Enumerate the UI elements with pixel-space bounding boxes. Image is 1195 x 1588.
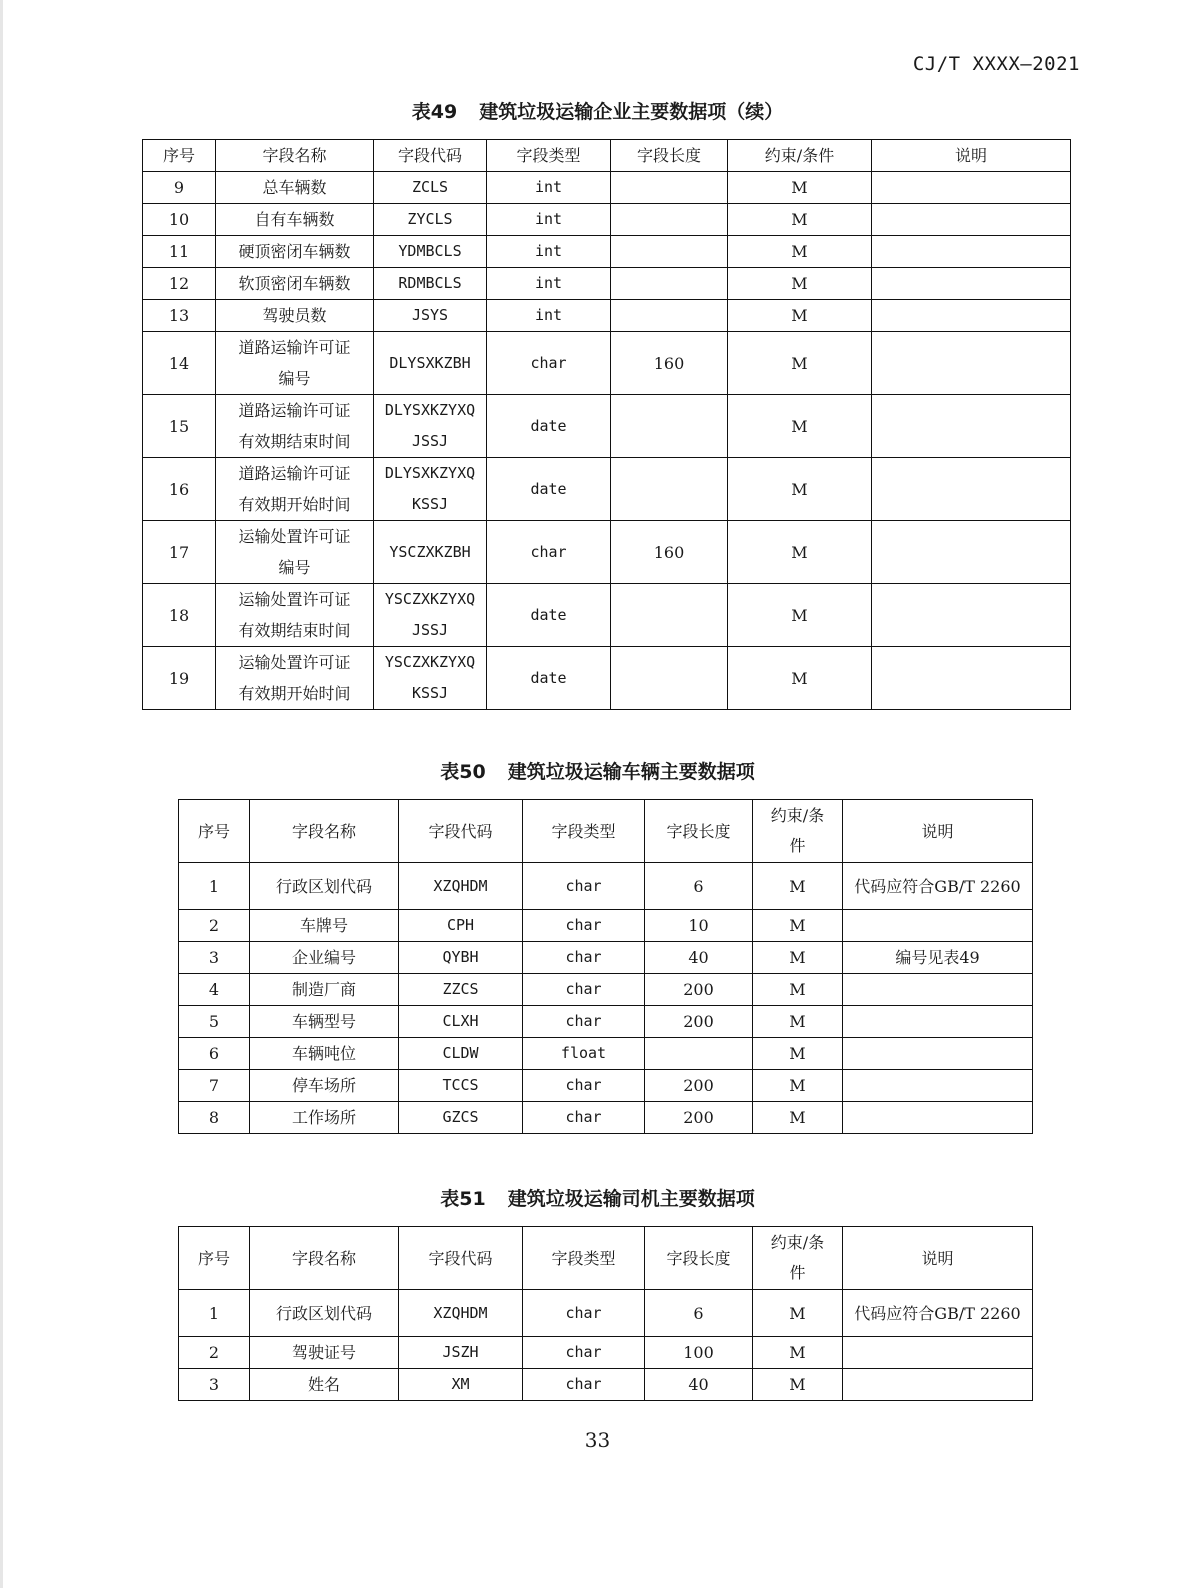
row-number: 3 <box>179 942 250 974</box>
field-type: date <box>487 395 611 458</box>
field-type: date <box>487 647 611 710</box>
field-note <box>872 172 1071 204</box>
field-type: int <box>487 300 611 332</box>
field-constraint: M <box>753 1369 843 1401</box>
table-row <box>179 1290 1033 1337</box>
field-length: 10 <box>645 910 753 942</box>
field-code: YSCZXKZBH <box>374 521 487 584</box>
field-note <box>872 204 1071 236</box>
field-type: char <box>523 1369 645 1401</box>
field-length: 40 <box>645 942 753 974</box>
column-header: 字段长度 <box>645 1227 753 1290</box>
field-constraint: M <box>728 172 872 204</box>
field-length <box>611 395 728 458</box>
field-constraint: M <box>728 647 872 710</box>
field-type: int <box>487 236 611 268</box>
field-code: TCCS <box>399 1070 523 1102</box>
field-type: char <box>523 1290 645 1337</box>
field-type: int <box>487 172 611 204</box>
field-name: 运输处置许可证 有效期开始时间 <box>216 647 374 710</box>
field-constraint: M <box>753 1070 843 1102</box>
column-header: 字段长度 <box>645 800 753 863</box>
field-name: 企业编号 <box>250 942 399 974</box>
field-constraint: M <box>753 942 843 974</box>
field-name: 道路运输许可证 有效期开始时间 <box>216 458 374 521</box>
field-note <box>872 521 1071 584</box>
field-code: RDMBCLS <box>374 268 487 300</box>
table-row <box>143 204 1071 236</box>
table-49 <box>142 139 1071 710</box>
field-name: 硬顶密闭车辆数 <box>216 236 374 268</box>
field-note <box>872 395 1071 458</box>
field-length <box>611 172 728 204</box>
table-51-number: 表51 <box>440 1188 486 1210</box>
field-code: YSCZXKZYXQ JSSJ <box>374 584 487 647</box>
field-name: 停车场所 <box>250 1070 399 1102</box>
table-row <box>143 647 1071 710</box>
row-number: 12 <box>143 268 216 300</box>
table-49-number: 表49 <box>411 101 458 123</box>
table-49-title: 建筑垃圾运输企业主要数据项（续） <box>479 101 784 123</box>
table-row <box>143 458 1071 521</box>
field-note <box>872 236 1071 268</box>
table-row <box>143 300 1071 332</box>
row-number: 2 <box>179 1337 250 1369</box>
table-row <box>179 1070 1033 1102</box>
field-code: YSCZXKZYXQ KSSJ <box>374 647 487 710</box>
column-header: 字段类型 <box>523 800 645 863</box>
row-number: 3 <box>179 1369 250 1401</box>
column-header: 序号 <box>143 140 216 172</box>
field-note: 代码应符合GB/T 2260 <box>843 1290 1033 1337</box>
field-type: int <box>487 204 611 236</box>
field-type: char <box>487 332 611 395</box>
row-number: 13 <box>143 300 216 332</box>
field-code: XZQHDM <box>399 1290 523 1337</box>
field-constraint: M <box>753 1102 843 1134</box>
field-constraint: M <box>753 1006 843 1038</box>
field-length <box>645 1038 753 1070</box>
row-number: 11 <box>143 236 216 268</box>
column-header: 字段代码 <box>399 800 523 863</box>
table-49-caption <box>0 97 1195 124</box>
field-code: XM <box>399 1369 523 1401</box>
field-code: DLYSXKZBH <box>374 332 487 395</box>
field-length: 160 <box>611 332 728 395</box>
row-number: 19 <box>143 647 216 710</box>
field-constraint: M <box>753 1290 843 1337</box>
header-row <box>179 800 1033 863</box>
table-50 <box>178 799 1033 1134</box>
field-code: ZYCLS <box>374 204 487 236</box>
field-length <box>611 300 728 332</box>
table-row <box>179 1102 1033 1134</box>
field-length <box>611 458 728 521</box>
field-type: char <box>523 974 645 1006</box>
row-number: 2 <box>179 910 250 942</box>
field-length: 200 <box>645 1102 753 1134</box>
field-length: 200 <box>645 974 753 1006</box>
field-length: 100 <box>645 1337 753 1369</box>
field-length <box>611 584 728 647</box>
field-constraint: M <box>753 910 843 942</box>
field-name: 车辆吨位 <box>250 1038 399 1070</box>
row-number: 18 <box>143 584 216 647</box>
field-note <box>843 1369 1033 1401</box>
field-name: 总车辆数 <box>216 172 374 204</box>
field-note <box>843 1038 1033 1070</box>
field-note <box>872 300 1071 332</box>
table-50-number: 表50 <box>440 761 486 783</box>
table-51 <box>178 1226 1033 1401</box>
field-type: char <box>523 910 645 942</box>
field-code: YDMBCLS <box>374 236 487 268</box>
field-name: 运输处置许可证 编号 <box>216 521 374 584</box>
table-51-title: 建筑垃圾运输司机主要数据项 <box>507 1188 755 1210</box>
row-number: 15 <box>143 395 216 458</box>
field-length: 160 <box>611 521 728 584</box>
field-length: 6 <box>645 1290 753 1337</box>
field-type: char <box>523 1337 645 1369</box>
table-row <box>179 1337 1033 1369</box>
row-number: 1 <box>179 863 250 910</box>
table-row <box>179 974 1033 1006</box>
field-type: char <box>523 863 645 910</box>
field-note <box>872 584 1071 647</box>
field-code: CLXH <box>399 1006 523 1038</box>
page-edge <box>0 0 3 1588</box>
table-row <box>143 236 1071 268</box>
field-name: 运输处置许可证 有效期结束时间 <box>216 584 374 647</box>
table-row <box>179 910 1033 942</box>
row-number: 8 <box>179 1102 250 1134</box>
table-row <box>179 1369 1033 1401</box>
table-row <box>179 1038 1033 1070</box>
field-code: CLDW <box>399 1038 523 1070</box>
field-name: 行政区划代码 <box>250 863 399 910</box>
column-header: 字段类型 <box>523 1227 645 1290</box>
table-row <box>143 332 1071 395</box>
field-constraint: M <box>728 584 872 647</box>
field-name: 工作场所 <box>250 1102 399 1134</box>
field-length <box>611 268 728 300</box>
column-header: 序号 <box>179 1227 250 1290</box>
field-note <box>843 1006 1033 1038</box>
field-code: JSYS <box>374 300 487 332</box>
field-type: char <box>523 1070 645 1102</box>
field-note <box>843 910 1033 942</box>
field-code: XZQHDM <box>399 863 523 910</box>
column-header: 字段代码 <box>399 1227 523 1290</box>
row-number: 17 <box>143 521 216 584</box>
table-row <box>179 942 1033 974</box>
field-note: 代码应符合GB/T 2260 <box>843 863 1033 910</box>
row-number: 6 <box>179 1038 250 1070</box>
column-header: 约束/条件 <box>753 800 843 863</box>
column-header: 字段类型 <box>487 140 611 172</box>
field-constraint: M <box>753 974 843 1006</box>
field-length: 200 <box>645 1070 753 1102</box>
field-type: float <box>523 1038 645 1070</box>
field-length: 40 <box>645 1369 753 1401</box>
field-name: 驾驶员数 <box>216 300 374 332</box>
field-note <box>872 332 1071 395</box>
field-name: 自有车辆数 <box>216 204 374 236</box>
column-header: 序号 <box>179 800 250 863</box>
field-code: CPH <box>399 910 523 942</box>
column-header: 字段名称 <box>250 1227 399 1290</box>
field-type: char <box>523 1006 645 1038</box>
field-name: 软顶密闭车辆数 <box>216 268 374 300</box>
table-50-caption <box>0 757 1195 784</box>
field-length <box>611 236 728 268</box>
column-header: 字段名称 <box>216 140 374 172</box>
field-note <box>872 268 1071 300</box>
field-constraint: M <box>753 1337 843 1369</box>
field-name: 道路运输许可证 有效期结束时间 <box>216 395 374 458</box>
document-code: CJ/T XXXX—2021 <box>912 53 1080 75</box>
column-header: 约束/条件 <box>753 1227 843 1290</box>
field-constraint: M <box>728 458 872 521</box>
field-name: 车牌号 <box>250 910 399 942</box>
table-row <box>143 584 1071 647</box>
column-header: 字段代码 <box>374 140 487 172</box>
field-code: DLYSXKZYXQ KSSJ <box>374 458 487 521</box>
table-50-title: 建筑垃圾运输车辆主要数据项 <box>507 761 755 783</box>
row-number: 16 <box>143 458 216 521</box>
field-code: DLYSXKZYXQ JSSJ <box>374 395 487 458</box>
field-constraint: M <box>728 332 872 395</box>
field-constraint: M <box>753 863 843 910</box>
field-type: char <box>523 942 645 974</box>
field-constraint: M <box>728 268 872 300</box>
field-note <box>843 1102 1033 1134</box>
column-header: 字段长度 <box>611 140 728 172</box>
field-name: 姓名 <box>250 1369 399 1401</box>
field-type: char <box>487 521 611 584</box>
table-row <box>179 863 1033 910</box>
field-name: 道路运输许可证 编号 <box>216 332 374 395</box>
table-row <box>143 521 1071 584</box>
field-length: 200 <box>645 1006 753 1038</box>
header-row <box>143 140 1071 172</box>
field-constraint: M <box>728 300 872 332</box>
column-header: 约束/条件 <box>728 140 872 172</box>
column-header: 说明 <box>843 800 1033 863</box>
field-constraint: M <box>728 204 872 236</box>
row-number: 4 <box>179 974 250 1006</box>
row-number: 1 <box>179 1290 250 1337</box>
field-note: 编号见表49 <box>843 942 1033 974</box>
column-header: 说明 <box>843 1227 1033 1290</box>
field-note <box>843 1070 1033 1102</box>
field-type: date <box>487 458 611 521</box>
table-51-caption <box>0 1184 1195 1211</box>
row-number: 9 <box>143 172 216 204</box>
field-name: 车辆型号 <box>250 1006 399 1038</box>
field-length <box>611 204 728 236</box>
field-name: 行政区划代码 <box>250 1290 399 1337</box>
field-constraint: M <box>728 236 872 268</box>
field-length: 6 <box>645 863 753 910</box>
field-constraint: M <box>728 395 872 458</box>
field-code: QYBH <box>399 942 523 974</box>
field-length <box>611 647 728 710</box>
table-row <box>143 268 1071 300</box>
column-header: 说明 <box>872 140 1071 172</box>
column-header: 字段名称 <box>250 800 399 863</box>
field-note <box>843 1337 1033 1369</box>
field-type: char <box>523 1102 645 1134</box>
field-code: ZZCS <box>399 974 523 1006</box>
field-note <box>872 647 1071 710</box>
field-type: int <box>487 268 611 300</box>
table-row <box>143 395 1071 458</box>
field-name: 制造厂商 <box>250 974 399 1006</box>
row-number: 10 <box>143 204 216 236</box>
field-note <box>872 458 1071 521</box>
field-constraint: M <box>728 521 872 584</box>
field-type: date <box>487 584 611 647</box>
row-number: 14 <box>143 332 216 395</box>
row-number: 5 <box>179 1006 250 1038</box>
field-note <box>843 974 1033 1006</box>
field-code: ZCLS <box>374 172 487 204</box>
header-row <box>179 1227 1033 1290</box>
field-name: 驾驶证号 <box>250 1337 399 1369</box>
field-code: JSZH <box>399 1337 523 1369</box>
field-code: GZCS <box>399 1102 523 1134</box>
row-number: 7 <box>179 1070 250 1102</box>
field-constraint: M <box>753 1038 843 1070</box>
table-row <box>179 1006 1033 1038</box>
table-row <box>143 172 1071 204</box>
page-number: 33 <box>584 1428 611 1452</box>
